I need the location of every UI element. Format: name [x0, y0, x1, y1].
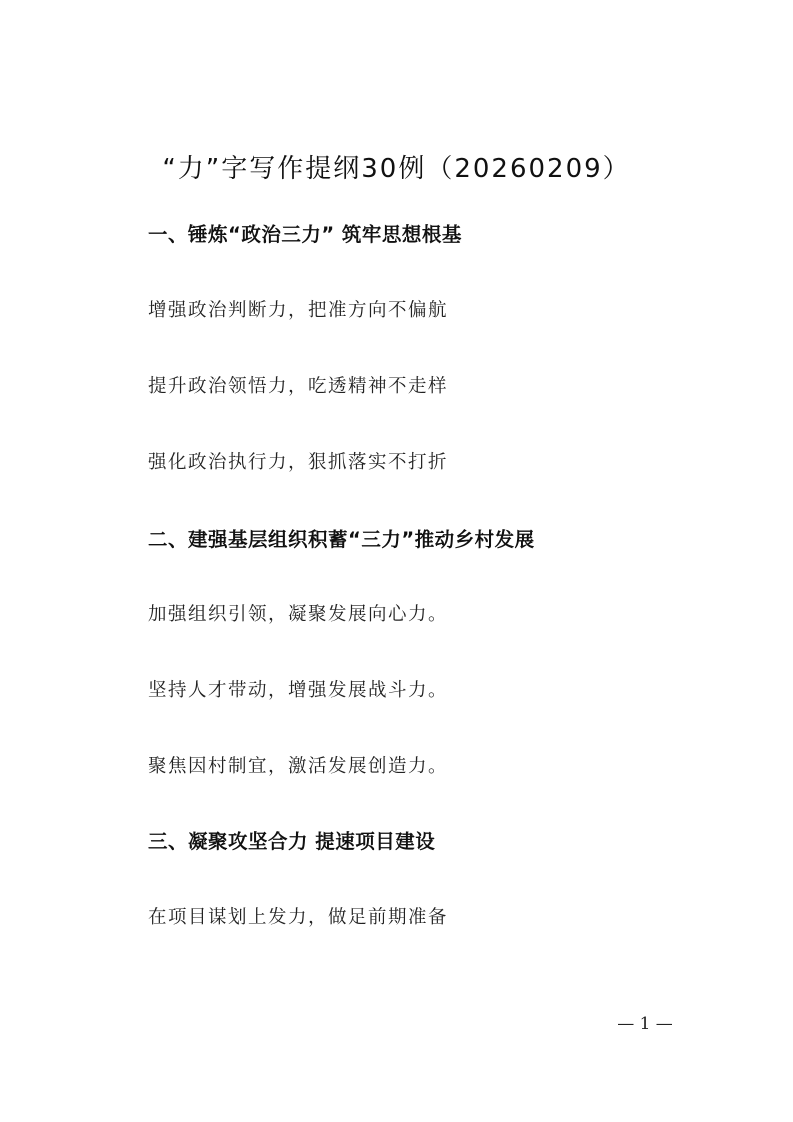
section-heading-3: 三、凝聚攻坚合力 提速项目建设: [148, 830, 436, 853]
section-3-line-1: 在项目谋划上发力，做足前期准备: [148, 907, 449, 928]
section-1-line-1: 增强政治判断力，把准方向不偏航: [148, 300, 449, 321]
document-title: “力”字写作提纲30例（20260209）: [162, 154, 631, 184]
section-heading-2: 二、建强基层组织积蓄“三力”推动乡村发展: [148, 528, 535, 551]
section-1-line-2: 提升政治领悟力，吃透精神不走样: [148, 376, 449, 397]
section-2-line-3: 聚焦因村制宜，激活发展创造力。: [148, 756, 449, 777]
page-number: — 1 —: [617, 1014, 673, 1034]
section-1-line-3: 强化政治执行力，狠抓落实不打折: [148, 452, 449, 473]
section-heading-1: 一、锤炼“政治三力” 筑牢思想根基: [148, 223, 462, 246]
section-2-line-2: 坚持人才带动，增强发展战斗力。: [148, 680, 449, 701]
section-2-line-1: 加强组织引领，凝聚发展向心力。: [148, 604, 449, 625]
